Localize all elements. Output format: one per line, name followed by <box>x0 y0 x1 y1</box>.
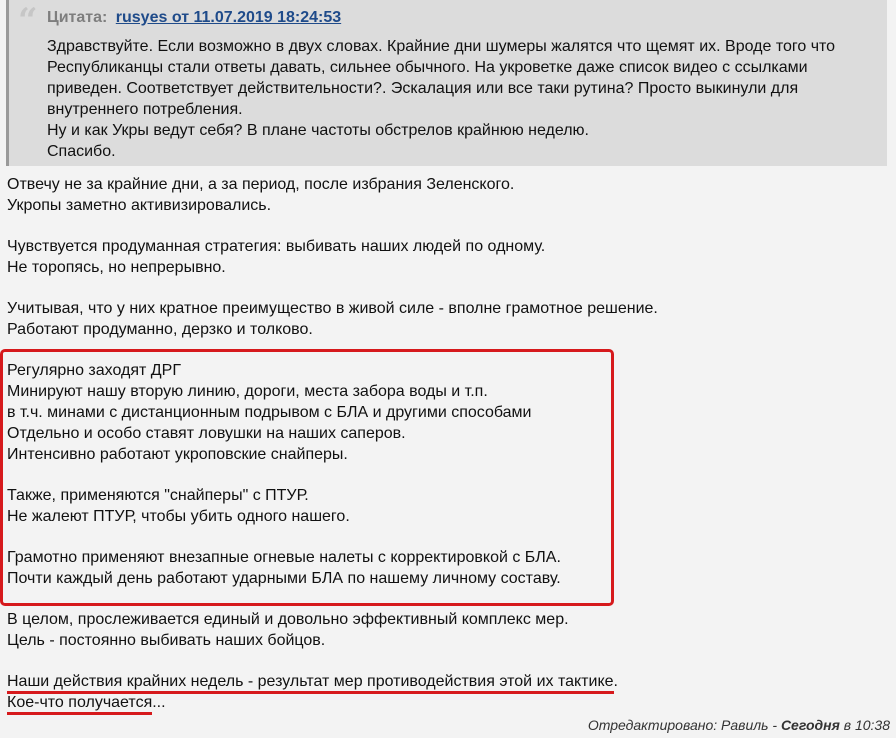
post-line: Отдельно и особо ставят ловушки на наших саперов. <box>7 425 406 442</box>
quote-line: внутреннего потребления. <box>47 101 243 118</box>
post-line: Минируют нашу вторую линию, дороги, места забора воды и т.п. <box>7 383 488 400</box>
post-line: В целом, прослеживается единый и довольно эффективный комплекс мер. <box>7 611 569 628</box>
edited-note: Отредактировано: Равиль - Сегодня в 10:38 <box>587 717 890 733</box>
post-line: Интенсивно работают укроповские снайперы. <box>7 446 348 463</box>
quote-line: Республиканцы стали ответы давать, сильнее обычного. На укроветке даже список видео с ссылками <box>47 59 808 76</box>
quote-source-link[interactable]: rusyes от 11.07.2019 18:24:53 <box>115 9 342 26</box>
quote-line: Спасибо. <box>47 143 116 160</box>
quote-label: Цитата: <box>47 9 108 26</box>
underlined-text: Кое-что получается <box>7 693 152 715</box>
quote-marks-icon: “ <box>18 1 38 41</box>
post-line: Наши действия крайних недель - результат мер противодействия этой их тактике. <box>7 671 887 692</box>
post-line: Регулярно заходят ДРГ <box>7 362 181 379</box>
post-line: Почти каждый день работают ударными БЛА по нашему личному составу. <box>7 570 561 587</box>
post-line: Укропы заметно активизировались. <box>7 197 272 214</box>
quote-line: приведен. Соответствует действительности?. Эскалация или все таки рутина? Просто выкинули для <box>47 80 799 97</box>
highlight-frame <box>0 349 614 606</box>
underlined-text: Наши действия крайних недель - результат мер противодействия этой их тактике <box>7 672 614 694</box>
quote-line: Здравствуйте. Если возможно в двух словах. Крайние дни шумеры жалятся что щемят их. Вроде того что <box>47 38 836 55</box>
post-line: Грамотно применяют внезапные огневые налеты с корректировкой с БЛА. <box>7 549 561 566</box>
post-line: Цель - постоянно выбивать наших бойцов. <box>7 632 326 649</box>
post-line: Кое-что получается... <box>7 692 887 713</box>
post-line: Не торопясь, но непрерывно. <box>7 259 226 276</box>
post-line: в т.ч. минами с дистанционным подрывом с БЛА и другими способами <box>7 404 532 421</box>
post-line: Работают продуманно, дерзко и толково. <box>7 321 313 338</box>
quote-text <box>47 36 877 162</box>
post-line: Чувствуется продуманная стратегия: выбивать наших людей по одному. <box>7 238 546 255</box>
quote-line: Ну и как Укры ведут себя? В плане частоты обстрелов крайнюю неделю. <box>47 122 589 139</box>
quote-header <box>47 9 341 27</box>
post-line: Учитывая, что у них кратное преимущество в живой силе - вполне грамотное решение. <box>7 300 658 317</box>
post-line: Отвечу не за крайние дни, а за период, после избрания Зеленского. <box>7 176 515 193</box>
post-line: Не жалеют ПТУР, чтобы убить одного нашего. <box>7 508 350 525</box>
post-line: Также, применяются "снайперы" с ПТУР. <box>7 487 309 504</box>
quote-block <box>6 0 887 166</box>
